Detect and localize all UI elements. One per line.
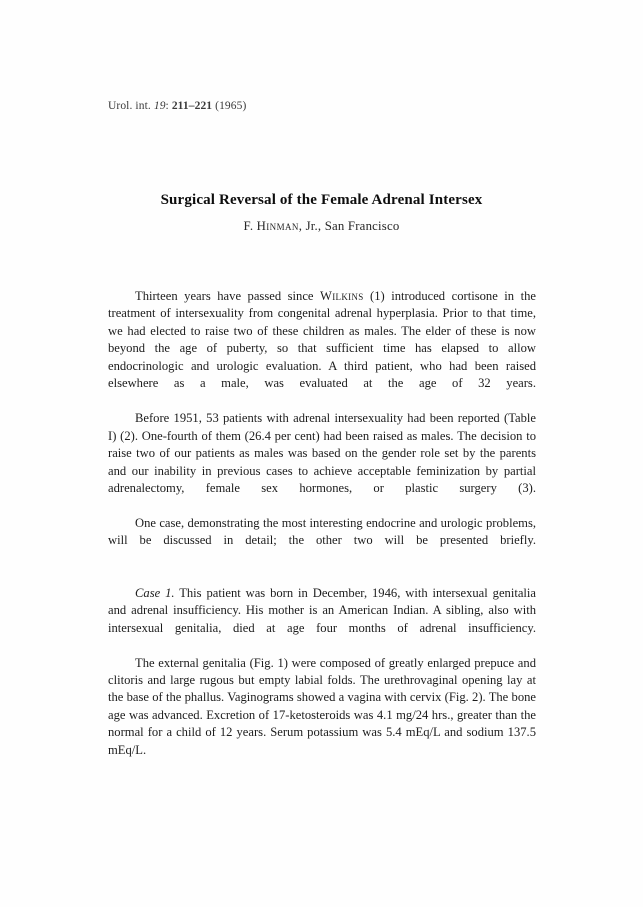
author-byline [0,219,643,234]
paragraph-1-lead: Thirteen years have passed since [135,289,321,303]
page-range: 211–221 [171,100,213,112]
paragraph-1 [108,288,536,410]
article-title: Surgical Reversal of the Female Adrenal Intersex [160,192,483,209]
volume-number: 19 [153,100,166,112]
author-surname: Hinman [256,219,299,233]
publication-year: (1965) [215,100,247,112]
paragraph-case-1 [108,585,536,655]
paragraph-3: One case, demonstrating the most interesting endocrine and urologic problems, will be discussed in detail; the other two will be presented briefly. [108,515,536,548]
author-suffix-affiliation: , Jr., San Francisco [298,219,400,233]
running-head-separator: : [165,100,169,112]
article-body [108,288,536,777]
paragraph-2: Before 1951, 53 patients with adrenal intersexuality had been reported (Table I) (2). One-fourth of them (26.4 per cent) had been raised as males. The decision to raise two of our patients as males was based on the gender role set by the parents and our inability in previous cases to achieve acceptable feminization by partial adrenalectomy, female sex hormones, or plastic surgery (3). [108,411,536,495]
author-initial: F. [243,219,254,233]
paragraph-1-rest: (1) introduced cortisone in the treatment of intersexuality from congenital adrenal hyperplasia. Prior to that time, we had elected to raise two of these children as males. The elder of these is now beyond the age of puberty, so that sufficient time has elapsed to allow endocrinologic and urologic evaluation. A third patient, who had been raised elsewhere as a male, was evaluated at the age of 32 years. [108,289,536,391]
running-head [108,99,246,113]
case-label: Case 1. [135,585,175,600]
paragraph-5: The external genitalia (Fig. 1) were composed of greatly enlarged prepuce and clitoris and large rugous but empty labial folds. The urethrovaginal opening lay at the base of the phallus. Vaginograms showed a vagina with cervix (Fig. 2). The bone age was advanced. Excretion of 17-ketosteroids was 4.1 mg/24 hrs., greater than the normal for a child of 12 years. Serum potassium was 5.4 mEq/L and sodium 137.5 mEq/L. [108,655,536,757]
paragraph-case-1-text: This patient was born in December, 1946, with intersexual genitalia and adrenal insufficiency. His mother is an American Indian. A sibling, also with intersexual genitalia, died at age four months of adrenal insufficiency. [108,585,537,635]
journal-name: Urol. int. [108,100,151,112]
citation-author-wilkins: Wilkins [320,289,364,303]
